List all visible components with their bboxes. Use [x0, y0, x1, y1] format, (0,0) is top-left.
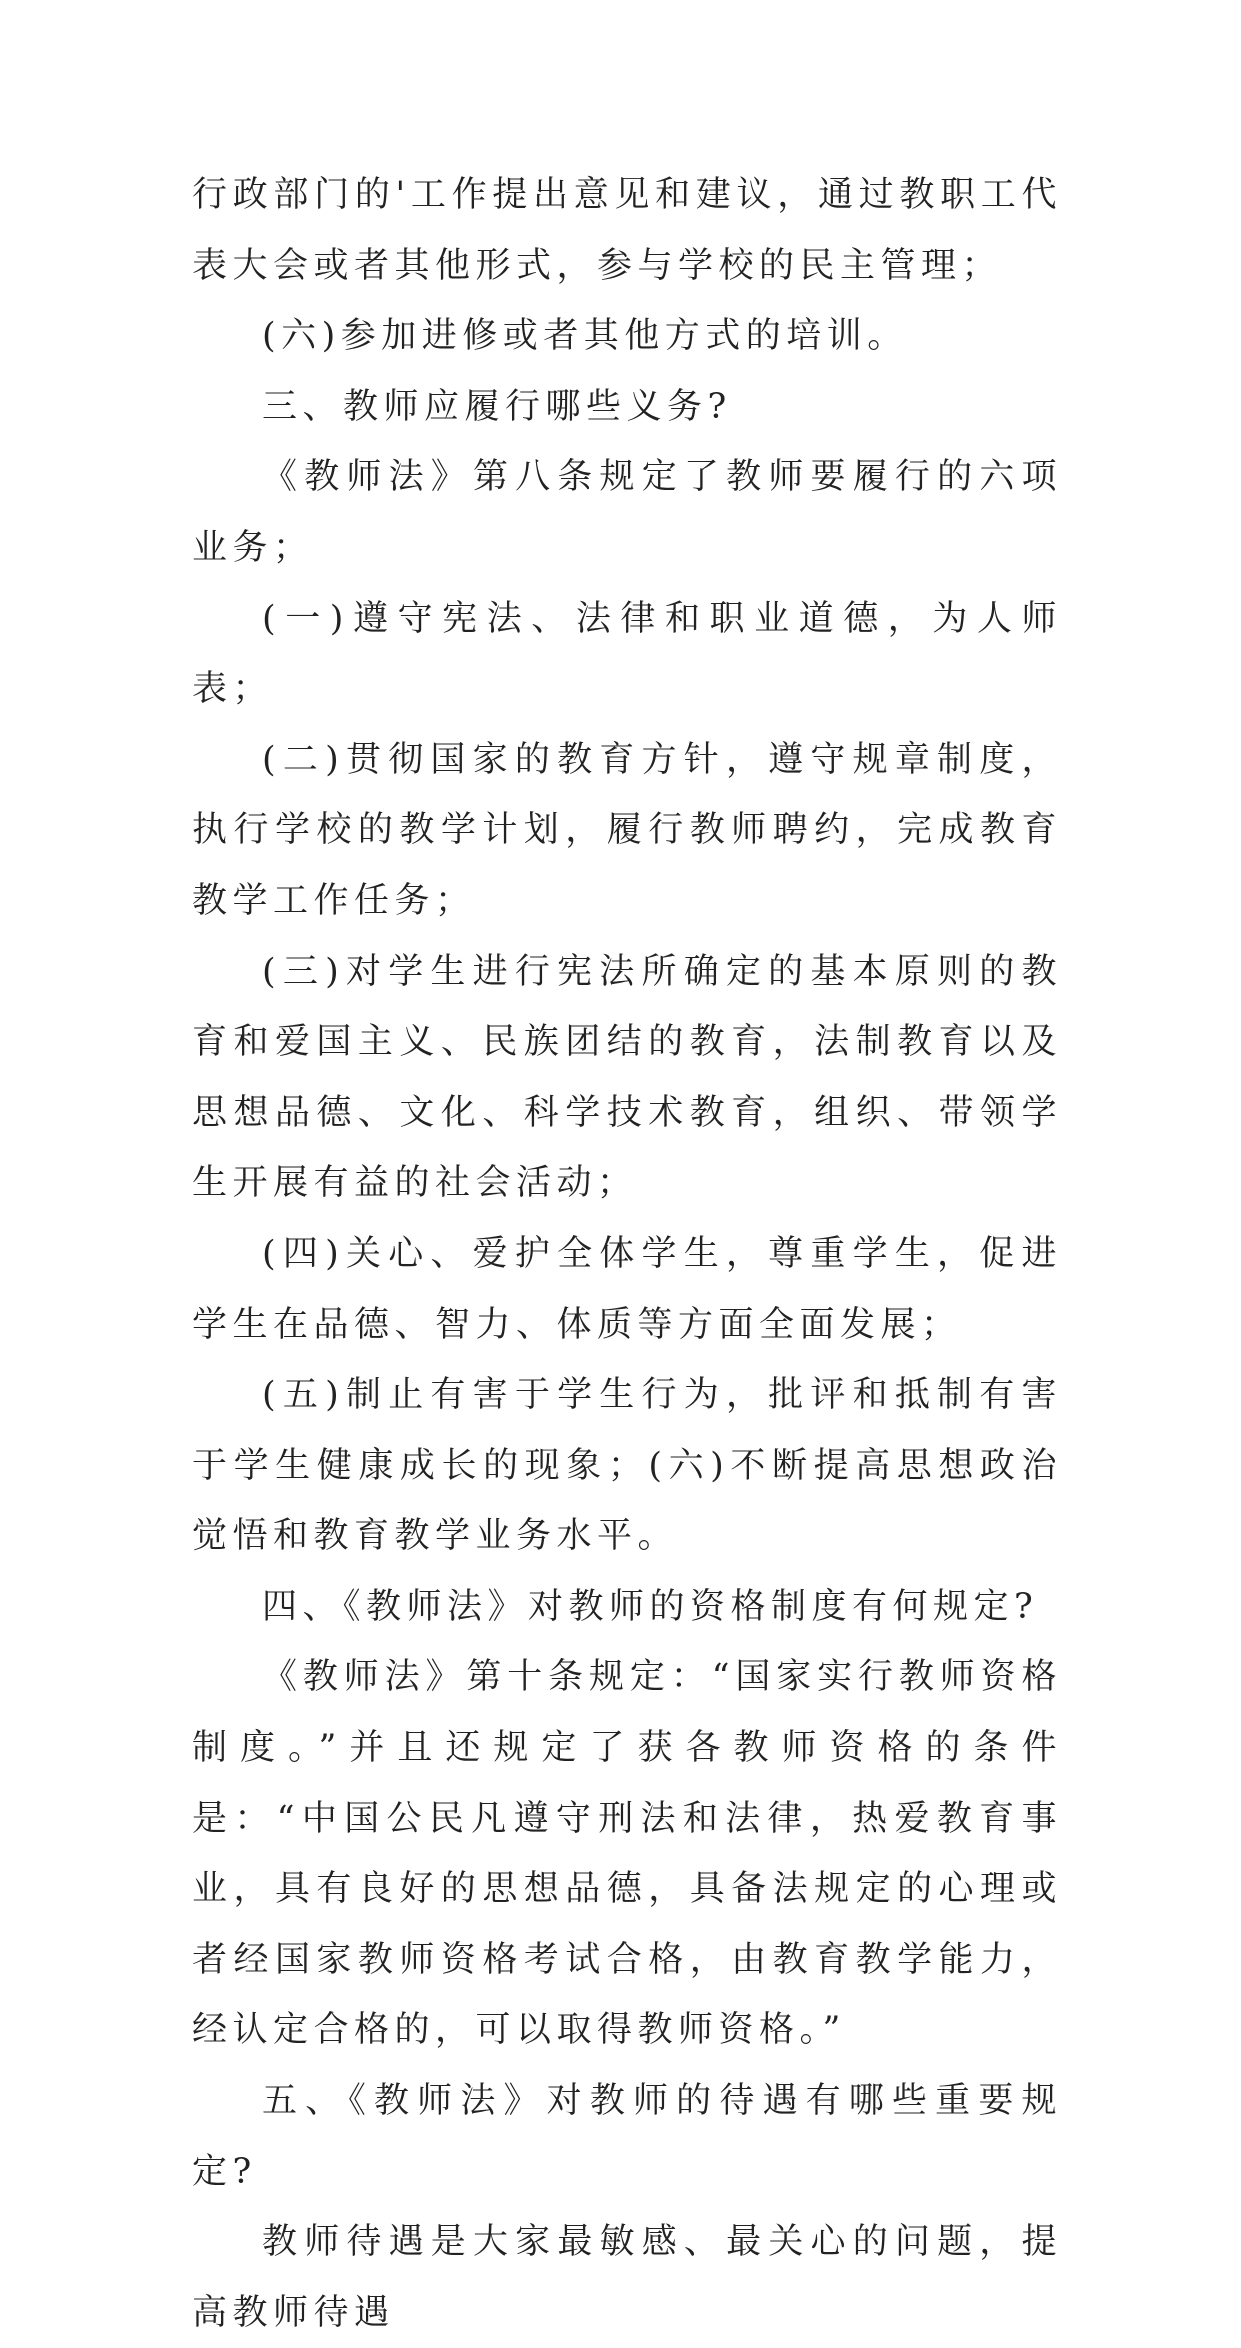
section-heading-5: 五、《教师法》对教师的待遇有哪些重要规定?: [192, 2081, 1062, 2192]
paragraph-article-8: 《教师法》第八条规定了教师要履行的六项业务；: [192, 457, 1062, 568]
paragraph-duty-5-6: (五)制止有害于学生行为，批评和抵制有害于学生健康成长的现象；(六)不断提高思想政治觉悟和教育教学业务水平。: [192, 1375, 1062, 1557]
section-heading-4: 四、《教师法》对教师的资格制度有何规定?: [262, 1586, 1039, 1627]
paragraph-duty-1: (一)遵守宪法、法律和职业道德，为人师表；: [192, 598, 1062, 710]
section-heading-3: 三、教师应履行哪些义务?: [262, 386, 732, 427]
paragraph-teacher-treatment: 教师待遇是大家最敏感、最关心的问题，提高教师待遇: [192, 2222, 1062, 2333]
paragraph-duty-3: (三)对学生进行宪法所确定的基本原则的教育和爱国主义、民族团结的教育，法制教育以及思想品德、文化、科学技术教育，组织、带领学生开展有益的社会活动；: [192, 951, 1062, 1204]
paragraph-continuation: 行政部门的'工作提出意见和建议，通过教职工代表大会或者其他形式，参与学校的民主管理；: [192, 175, 1062, 286]
paragraph-duty-2: (二)贯彻国家的教育方针，遵守规章制度，执行学校的教学计划，履行教师聘约，完成教育教学工作任务；: [192, 739, 1062, 921]
paragraph-duty-4: (四)关心、爱护全体学生，尊重学生，促进学生在品德、智力、体质等方面全面发展；: [192, 1233, 1062, 1345]
paragraph-article-10: 《教师法》第十条规定：“国家实行教师资格制度。”并且还规定了获各教师资格的条件是：“中国公民凡遵守刑法和法律，热爱教育事业，具有良好的思想品德，具备法规定的心理或者经国家教师资格考试合格，由教育教学能力，经认定合格的，可以取得教师资格。”: [192, 1657, 1062, 2051]
paragraph-item-six-training: (六)参加进修或者其他方式的培训。: [262, 316, 908, 357]
document-body: [192, 160, 1062, 2348]
